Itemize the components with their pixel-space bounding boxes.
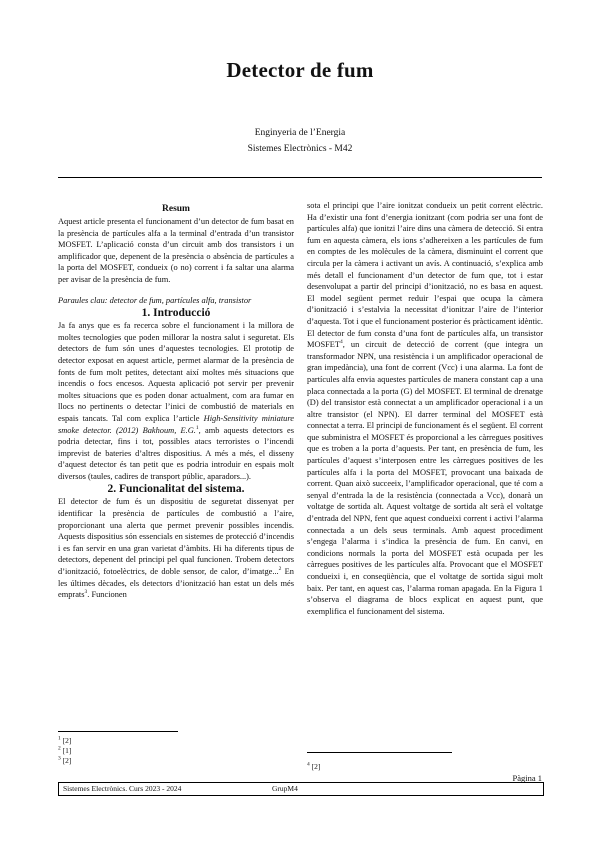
footnote-mark-2: 2 <box>278 566 282 573</box>
section-2-text-a: El detector de fum és un dispositiu de seguretat dissenyat per identificar la presència de partícules de combustió a l’aire, proporcionant una alerta que permet prevenir possibles incendis. Aquests dispositius són essencials en sistemes de protecció d’incendis i es fan servir en una gran varietat d’àmbits. Hi ha diferents tipus de detectors, depenent del principi pel qual funcionen. Trobem detectors d’ionització, fotoelèctrics, de doble sensor, de calor, d’imatge... <box>58 497 294 577</box>
section-1-paragraph <box>58 320 294 482</box>
section-2-right-text-a: sota el principi que l’aire ionitzat condueix un petit corrent elèctric. Ha d’existir una font d’energia ionitzant (com podria ser una font de partícules alfa) que ionitzi l’aire dins una càmera de detecció. Si entra fum en aquesta càmera, els ions s’adhereixen a les partícules de fum en comptes de les molècules de la càmera, disminuint el corrent que circula per la càmera i activant un avís. A continuació, s’explica amb més detall el funcionament d’un detector de fum que, tot i estar desenvolupat a partir del principi d’ionització, no es basa en aquest. El model següent permet reduir l’espai que ocupa la càmera d’ionització i s’estalvia la necessitat d’ionitzar l’aire de l’interior d’aquesta. Tot i que el funcionament posterior és pràcticament idèntic. El detector de fum consta d’una font de partícules alfa, un transistor MOSFET <box>307 201 543 350</box>
section-1-text-b: , amb aquests detectors es podria detectar, fins i tot, possibles atacs terroristes o l’incendi imprevist de bateries d’altres dispositius. A més a més, el disseny d’aquest detector és tan petit que es podria introduir en espais molt diversos (taules, cadires de transport públic, aparadors...). <box>58 425 294 481</box>
footnote-item: $^4$ [2] <box>307 761 321 771</box>
footnote-item: $^1$ [2] <box>58 735 72 745</box>
keywords: Paraules clau: detector de fum, partícules alfa, transistor <box>58 295 252 305</box>
footnote-divider-right <box>307 752 452 753</box>
footnotes-right <box>307 762 320 772</box>
section-1-citation: High-Sensitivity miniature smoke detector. (2012) Bakhoum, E.G. <box>58 413 295 435</box>
section-2-right-text-b: , un circuit de detecció de corrent (que integra un transformador NPN, una resistència i un amplificador operacional de gran impedància), una font de corrent (Vcc) i una alarma. La font de partícules alfa envia aquestes partícules de manera constant cap a una placa connectada a la porta (G) del MOSFET. El terminal de drenatge (D) del transistor està connectat a un amplificador operacional i a un altre transistor (el NPN). El darrer terminal del MOSFET està connectat a terra. El principi de funcionament és el següent. El corrent que subministra el MOSFET és proporcional a les càrregues positives que es troben a la porta d’aquests. Per tant, en presència de fum, les partícules d’aquest s’interposen entre les càrregues positives de les partícules alfa i la porta del MOSFET, provocant una baixada de corrent. Quan això succeeix, l’amplificador operacional, que té com a senyal d’entrada la de la resistència (connectada a Vcc), donarà un voltatge de sortida alt. Aquest voltatge de sortida alt serà el voltatge d’entrada del NPN, fent que aquest condueixi corrent i activi l’alarma connectada a un dels seus terminals. Amb aquest procediment s’engega l’alarma i s’indica la presència de fum. En canvi, en condicions normals la porta del MOSFET està ocupada per les càrregues positives de les partícules alfa. Provocant que el MOSFET condueixi i, en conseqüència, que el voltatge de sortida sigui molt baix. Per tant, en aquest cas, l’alarma roman apagada. En la Figura 1 s’observa el diagrama de blocs explicat en aquest punt, que exemplifica el funcionament del sistema. <box>307 340 543 616</box>
section-1-text-a: Ja fa anys que es fa recerca sobre el funcionament i la millora de moltes tecnologies que poden millorar la nostra salut i seguretat. Els detectors de fum són unes d’aquestes tecnologies. El prototip de detector exposat en aquest article, permet alarmar de la presència de fonts de fum molt petites, detectant així moltes més situacions que incendis o focs encesos. Aquesta aplicació pot servir per prevenir moltes situacions que es poden donar actualment, com ara fumar en llocs no pertinents o detectar l’inici de combustió de materials en espais tancats. Tal com explica l’article <box>58 321 294 423</box>
section-1-heading: 1. Introducció <box>141 307 211 320</box>
affiliation-program: Enginyeria de l’Energia <box>254 128 346 138</box>
abstract-text: Aquest article presenta el funcionament d’un detector de fum basat en la presència de partícules alfa a la terminal d’entrada d’un transistor MOSFET. L’aplicació consta d’un circuit amb dos transistors i un amplificador que, depenent de la presència o absència de partícules a la porta del MOSFET, condueix (o no) corrent i fa saltar una alarma per avisar de la presència de fum. <box>58 217 294 284</box>
left-column <box>58 202 294 601</box>
section-2-heading: 2. Funcionalitat del sistema. <box>107 483 245 496</box>
footnote-mark-3: 3 <box>84 589 88 596</box>
footer-course: Sistemes Electrònics. Curs 2023 - 2024 <box>63 784 182 793</box>
footnote-item: $^2$ [1] <box>58 745 72 755</box>
footer-group: GrupM4 <box>272 784 298 793</box>
affiliation-course: Sistemes Electrònics - M42 <box>247 144 353 154</box>
abstract-heading: Resum <box>162 204 190 214</box>
title-divider <box>58 177 542 178</box>
section-2-paragraph-right <box>307 200 543 617</box>
footnote-item: $^3$ [2] <box>58 755 72 765</box>
right-column <box>307 200 543 617</box>
section-2-text-c: . Funcionen <box>87 590 127 600</box>
page-number: Pàgina 1 <box>512 773 542 783</box>
section-2-text-b: En les últimes dècades, els detectors d’ionització han estat un dels més emprats <box>58 567 294 600</box>
page-footer <box>58 782 544 796</box>
footnote-divider-left <box>58 731 178 732</box>
paper-title: Detector de fum <box>226 58 374 82</box>
footnotes-left <box>58 736 71 766</box>
footnote-mark-4: 4 <box>340 339 343 346</box>
section-2-paragraph-left <box>58 496 294 600</box>
footnote-mark-1: 1 <box>195 424 199 431</box>
